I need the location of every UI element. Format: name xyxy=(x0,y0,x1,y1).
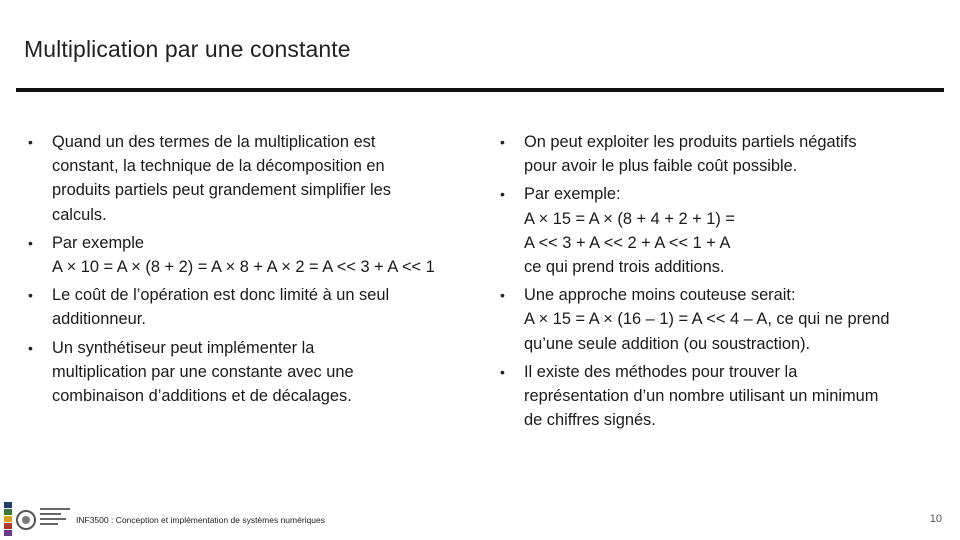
logo-stripe xyxy=(4,530,12,536)
page-number: 10 xyxy=(929,513,942,525)
bullet-line: Un synthétiseur peut implémenter la xyxy=(52,338,315,357)
bullet-line: A << 3 + A << 2 + A << 1 + A xyxy=(524,233,731,252)
bullet-item xyxy=(500,130,945,178)
bullet-icon: • xyxy=(28,339,33,356)
bullet-line: ce qui prend trois additions. xyxy=(524,258,725,277)
course-footer: INF3500 : Conception et implémentation de systèmes numériques xyxy=(76,515,325,525)
bullet-line: calculs. xyxy=(52,205,107,224)
seal-icon xyxy=(16,510,36,530)
bullet-icon: • xyxy=(500,287,505,304)
bullet-line: Il existe des méthodes pour trouver la xyxy=(524,362,798,381)
bullet-icon: • xyxy=(28,134,33,150)
bullet-line: A × 15 = A × (16 – 1) = A << 4 – A, ce qui ne prend xyxy=(524,310,890,329)
bullet-line: A × 10 = A × (8 + 2) = A × 8 + A × 2 = A << 3 + A << 1 xyxy=(52,258,435,277)
title-divider xyxy=(16,88,944,92)
bullet-item xyxy=(28,283,468,331)
bullet-item xyxy=(28,336,468,409)
logo-stripe xyxy=(4,523,12,529)
bullet-line: On peut exploiter les produits partiels négatifs xyxy=(524,133,857,151)
bullet-icon: • xyxy=(500,134,505,150)
left-bullet-list xyxy=(28,130,468,408)
logo-stripe xyxy=(4,516,12,522)
university-logo xyxy=(4,502,70,538)
bullet-line: Par exemple: xyxy=(524,185,621,204)
bullet-icon: • xyxy=(500,363,505,380)
right-bullet-list xyxy=(500,130,945,432)
bullet-line: Quand un des termes de la multiplication est xyxy=(52,133,376,151)
bullet-icon: • xyxy=(28,287,33,304)
bullet-item xyxy=(500,360,945,433)
bullet-item xyxy=(28,231,468,279)
logo-wordmark xyxy=(40,508,70,528)
logo-stripe xyxy=(4,509,12,515)
right-column xyxy=(500,130,945,436)
bullet-line: qu’une seule addition (ou soustraction). xyxy=(524,334,811,353)
bullet-line: combinaison d’additions et de décalages. xyxy=(52,387,352,406)
bullet-line: A × 15 = A × (8 + 4 + 2 + 1) = xyxy=(524,209,735,228)
bullet-line: Par exemple xyxy=(52,233,145,252)
bullet-icon: • xyxy=(500,186,505,203)
bullet-line: additionneur. xyxy=(52,310,146,329)
bullet-item xyxy=(28,130,468,227)
logo-stripe xyxy=(4,502,12,508)
bullet-line: de chiffres signés. xyxy=(524,411,656,430)
bullet-line: Le coût de l’opération est donc limité à un seul xyxy=(52,286,390,305)
slide-title: Multiplication par une constante xyxy=(24,36,351,62)
bullet-item xyxy=(500,182,945,279)
bullet-line: constant, la technique de la décomposition en xyxy=(52,157,385,176)
bullet-line: pour avoir le plus faible coût possible. xyxy=(524,157,798,176)
bullet-item xyxy=(500,283,945,356)
left-column xyxy=(28,130,468,412)
bullet-line: Une approche moins couteuse serait: xyxy=(524,286,796,305)
bullet-line: représentation d’un nombre utilisant un minimum xyxy=(524,387,879,406)
bullet-line: produits partiels peut grandement simplifier les xyxy=(52,181,391,200)
bullet-icon: • xyxy=(28,234,33,251)
bullet-line: multiplication par une constante avec une xyxy=(52,362,354,381)
